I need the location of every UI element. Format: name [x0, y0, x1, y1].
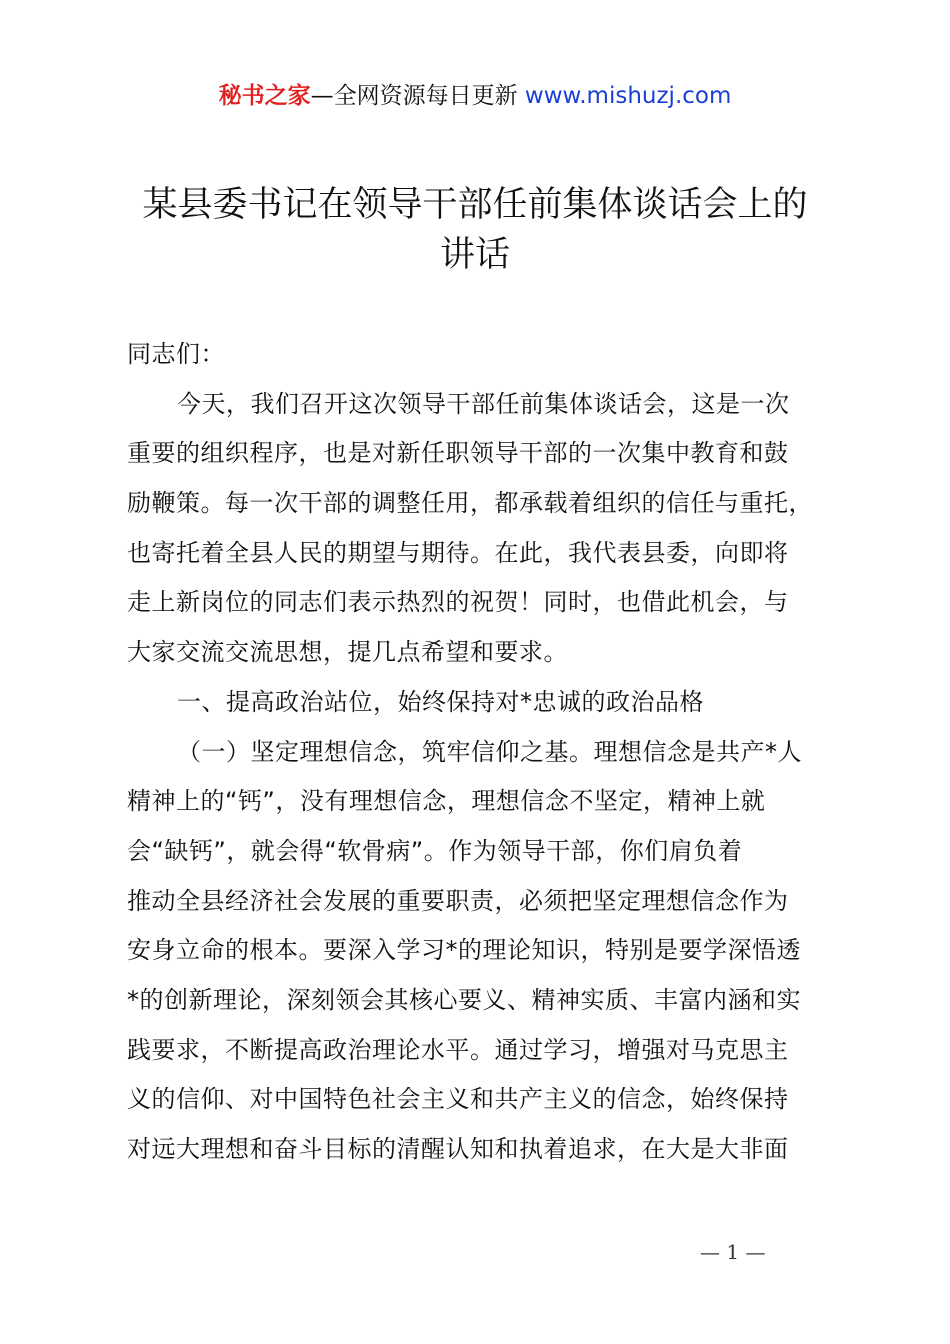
- text-line: 安身立命的根本。要深入学习*的理论知识，特别是要学深悟透: [127, 936, 801, 965]
- text-line: 重要的组织程序，也是对新任职领导干部的一次集中教育和鼓: [127, 439, 789, 468]
- text-line: 也寄托着全县人民的期望与期待。在此，我代表县委，向即将: [127, 538, 789, 567]
- page-number: — 1 —: [700, 1240, 766, 1264]
- text-line: 践要求，不断提高政治理论水平。通过学习，增强对马克思主: [127, 1035, 789, 1064]
- text-line: 对远大理想和奋斗目标的清醒认知和执着追求，在大是大非面: [127, 1135, 789, 1163]
- text-line: 义的信仰、对中国特色社会主义和共产主义的信念，始终保持: [127, 1085, 789, 1114]
- text-line: 励鞭策。每一次干部的调整任用，都承载着组织的信任与重托，: [127, 489, 813, 518]
- text-line: 今天，我们召开这次领导干部任前集体谈话会，这是一次: [177, 389, 790, 418]
- document-body: [127, 336, 867, 1181]
- text-line: 推动全县经济社会发展的重要职责，必须把坚定理想信念作为: [127, 886, 789, 915]
- site-banner: [0, 80, 950, 112]
- text-line: 大家交流交流思想，提几点希望和要求。: [127, 638, 568, 667]
- site-url-link[interactable]: www.mishuzj.com: [524, 83, 732, 109]
- title-line-1: 某县委书记在领导干部任前集体谈话会上的: [142, 185, 808, 225]
- text-line: 会“缺钙”，就会得“软骨病”。作为领导干部，你们肩负着: [127, 836, 743, 865]
- text-line: 同志们：: [127, 340, 225, 368]
- document-title: [0, 180, 950, 280]
- text-line: 精神上的“钙”，没有理想信念，理想信念不坚定，精神上就: [127, 787, 766, 816]
- text-line: 走上新岗位的同志们表示热烈的祝贺！同时，也借此机会，与: [127, 588, 789, 617]
- title-line-2: 讲话: [439, 235, 510, 275]
- text-line: （一）坚定理想信念，筑牢信仰之基。理想信念是共产*人: [177, 737, 802, 766]
- brand-name: 秘书之家: [218, 83, 311, 109]
- text-line: *的创新理论，深刻领会其核心要义、精神实质、丰富内涵和实: [127, 985, 801, 1014]
- banner-slogan: —全网资源每日更新: [310, 83, 525, 109]
- text-line: 一、提高政治站位，始终保持对*忠诚的政治品格: [177, 687, 704, 716]
